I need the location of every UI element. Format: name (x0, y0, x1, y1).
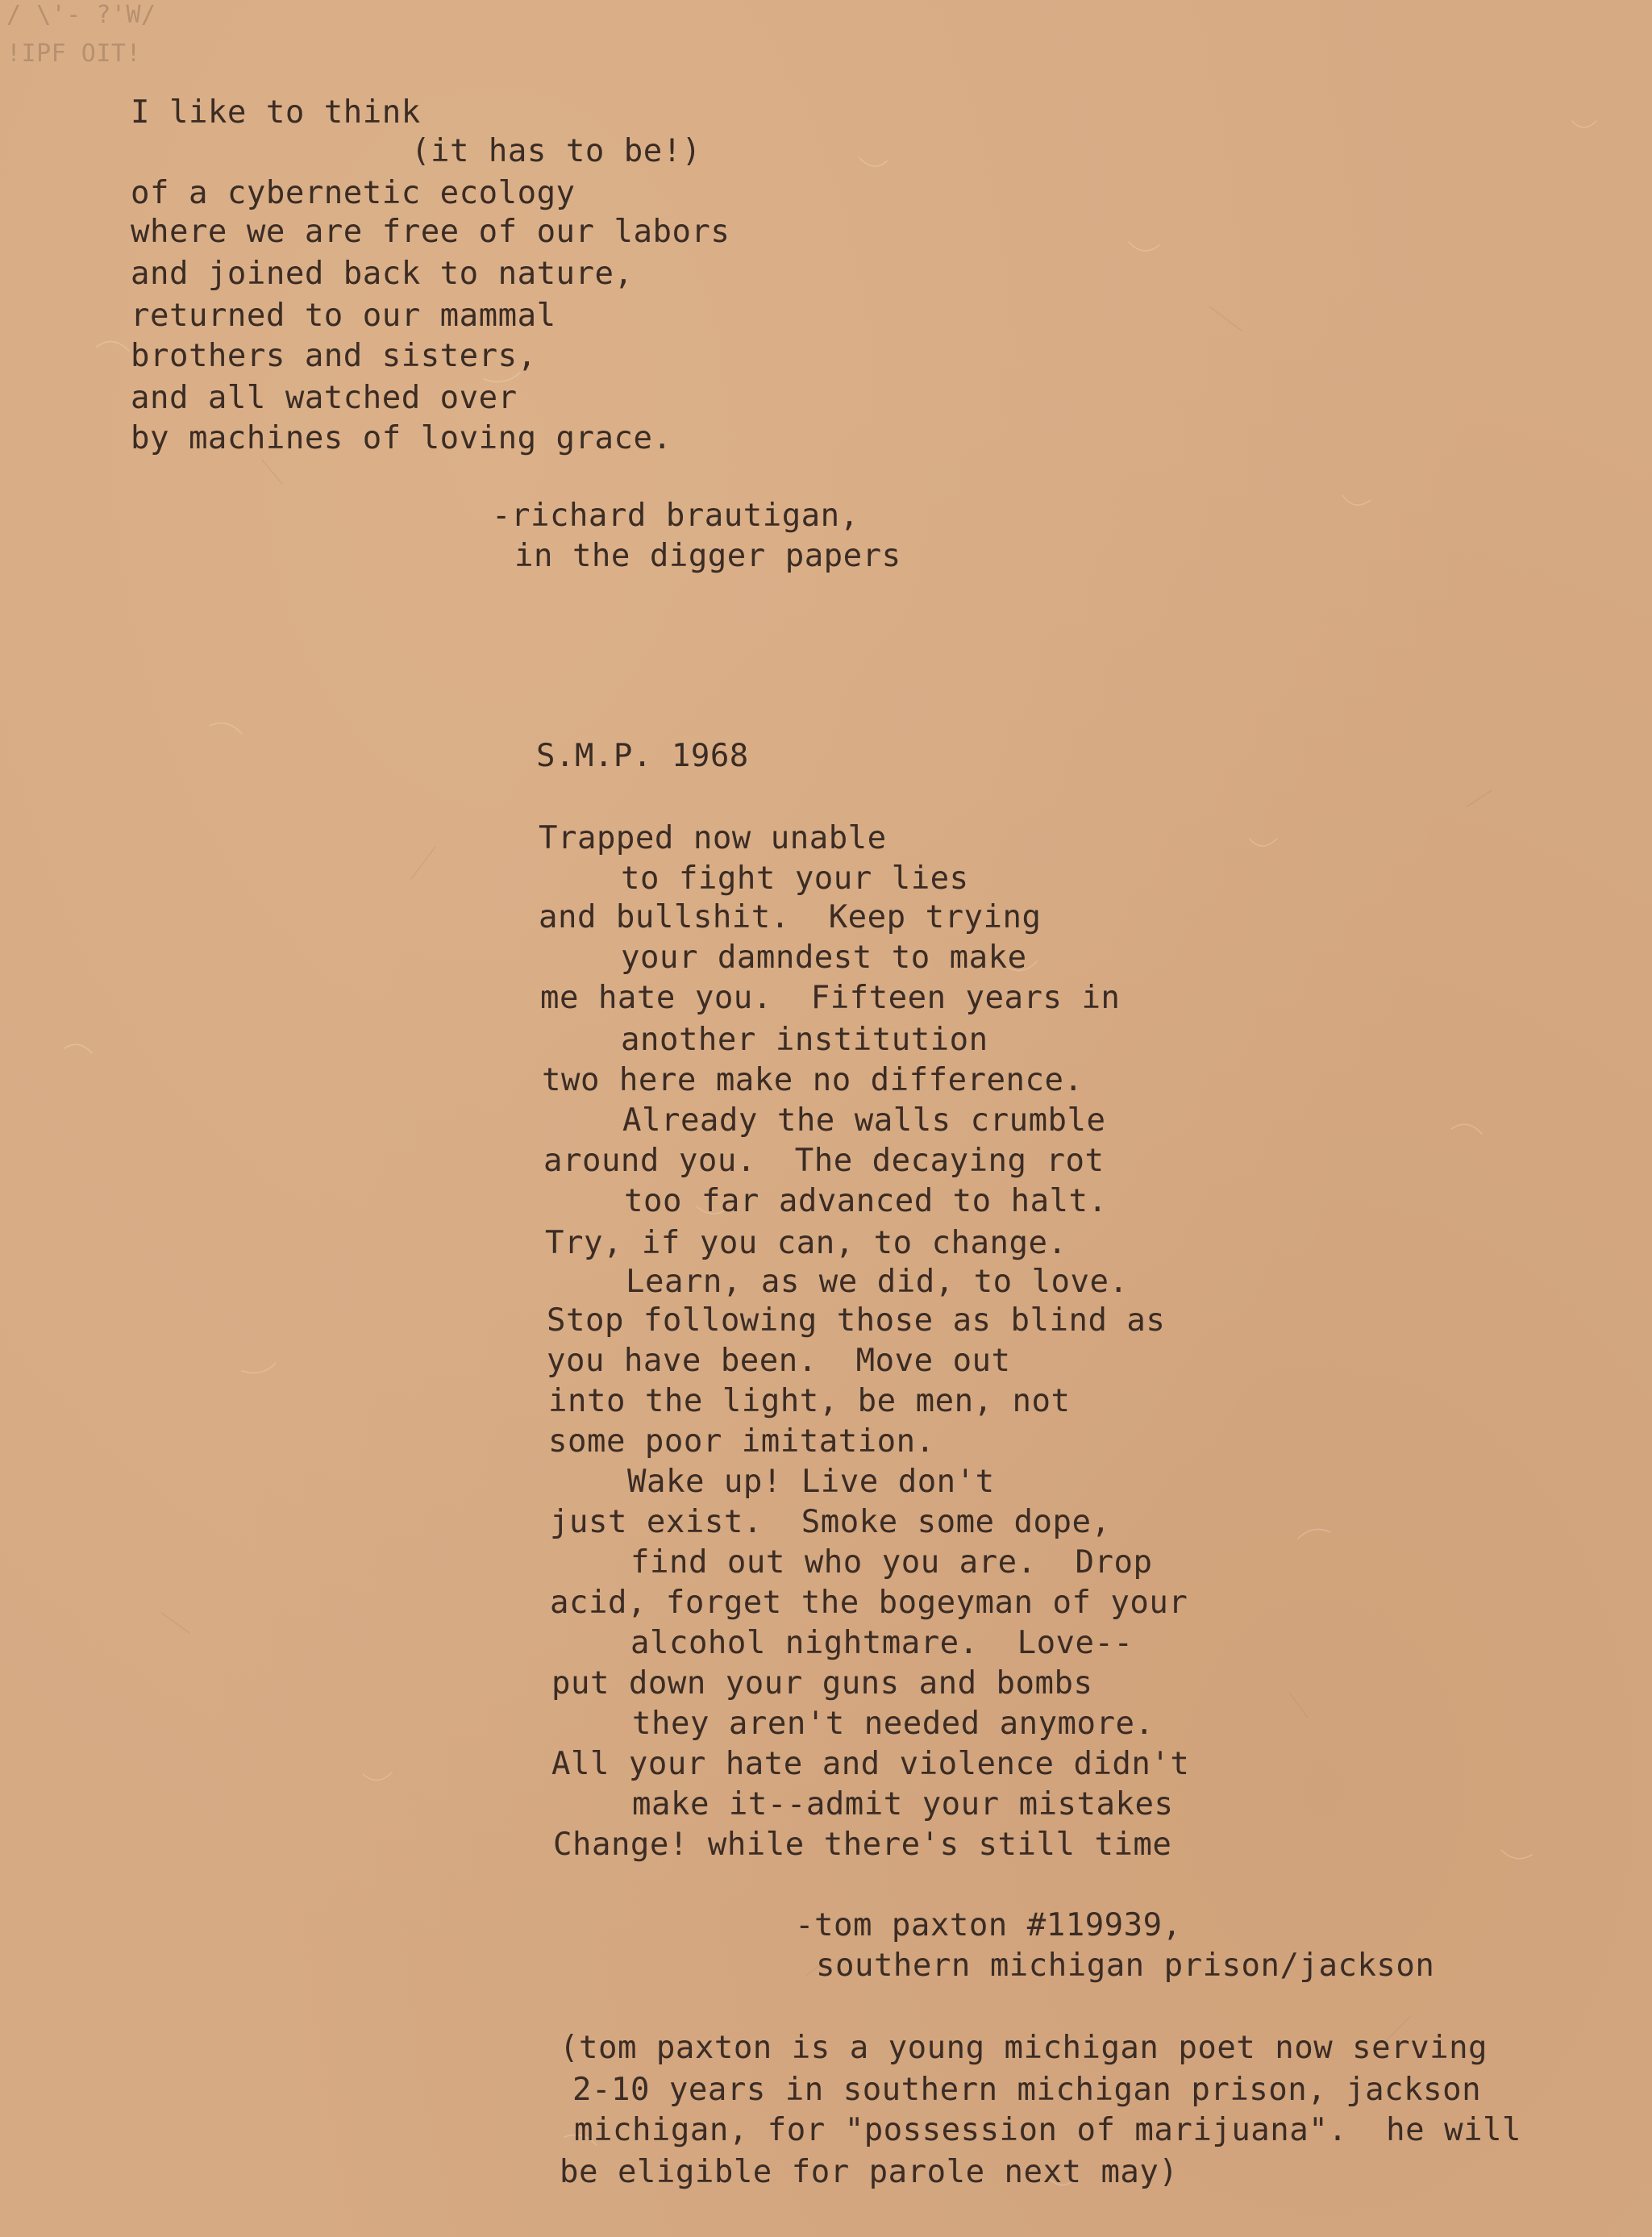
poem-line: Trapped now unable (539, 820, 887, 856)
poem-line: and bullshit. Keep trying (539, 899, 1042, 935)
attribution-line: southern michigan prison/jackson (816, 1947, 1435, 1984)
poem-line: returned to our mammal (131, 298, 556, 334)
note-line: 2-10 years in southern michigan prison, jackson (572, 2072, 1482, 2108)
note-line: (tom paxton is a young michigan poet now serving (560, 2030, 1488, 2066)
poem-line: brothers and sisters, (131, 338, 537, 374)
poem-line: me hate you. Fifteen years in (540, 980, 1121, 1016)
corner-mark-1: / \'- ?'W/ (6, 1, 156, 29)
poem-line: just exist. Smoke some dope, (550, 1504, 1111, 1540)
poem-line: and joined back to nature, (131, 256, 634, 292)
corner-mark-2: !IPF OIT! (6, 40, 142, 68)
poem-line: make it--admit your mistakes (632, 1786, 1174, 1823)
poem-line: All your hate and violence didn't (551, 1746, 1190, 1782)
poem-line: acid, forget the bogeyman of your (550, 1585, 1188, 1621)
poem-line: Stop following those as blind as (547, 1302, 1166, 1339)
poem-line: of a cybernetic ecology (131, 175, 576, 211)
poem-line: Wake up! Live don't (627, 1464, 995, 1500)
poem-line: you have been. Move out (547, 1343, 1011, 1379)
poem-line: to fight your lies (621, 860, 969, 897)
poem-line: by machines of loving grace. (131, 420, 672, 456)
poem-line: Try, if you can, to change. (545, 1225, 1067, 1261)
poem-line: Learn, as we did, to love. (626, 1264, 1129, 1300)
poem-line: find out who you are. Drop (630, 1544, 1153, 1581)
poem-line: two here make no difference. (542, 1062, 1084, 1098)
attribution-line: -tom paxton #119939, (795, 1907, 1182, 1943)
poem-line: Already the walls crumble (622, 1102, 1106, 1139)
poem-line: I like to think (131, 94, 421, 131)
poem-line: too far advanced to halt. (624, 1183, 1108, 1219)
poem-line: into the light, be men, not (548, 1383, 1071, 1419)
note-line: michigan, for "possession of marijuana". he will (574, 2112, 1522, 2148)
poem-line: put down your guns and bombs (551, 1665, 1093, 1702)
poem-title: S.M.P. 1968 (536, 738, 749, 774)
poem-line: where we are free of our labors (131, 214, 730, 250)
attribution-line: in the digger papers (514, 538, 901, 574)
note-line: be eligible for parole next may) (560, 2154, 1179, 2190)
poem-line: they aren't needed anymore. (632, 1706, 1155, 1742)
poem-line: (it has to be!) (411, 133, 701, 169)
poem-line: Change! while there's still time (553, 1827, 1172, 1863)
poem-line: and all watched over (131, 380, 518, 416)
poem-line: alcohol nightmare. Love-- (630, 1625, 1134, 1661)
poem-line: some poor imitation. (548, 1423, 935, 1460)
poem-line: your damndest to make (621, 939, 1027, 976)
poem-line: around you. The decaying rot (543, 1143, 1105, 1179)
attribution-line: -richard brautigan, (492, 498, 859, 534)
poem-line: another institution (621, 1022, 988, 1058)
